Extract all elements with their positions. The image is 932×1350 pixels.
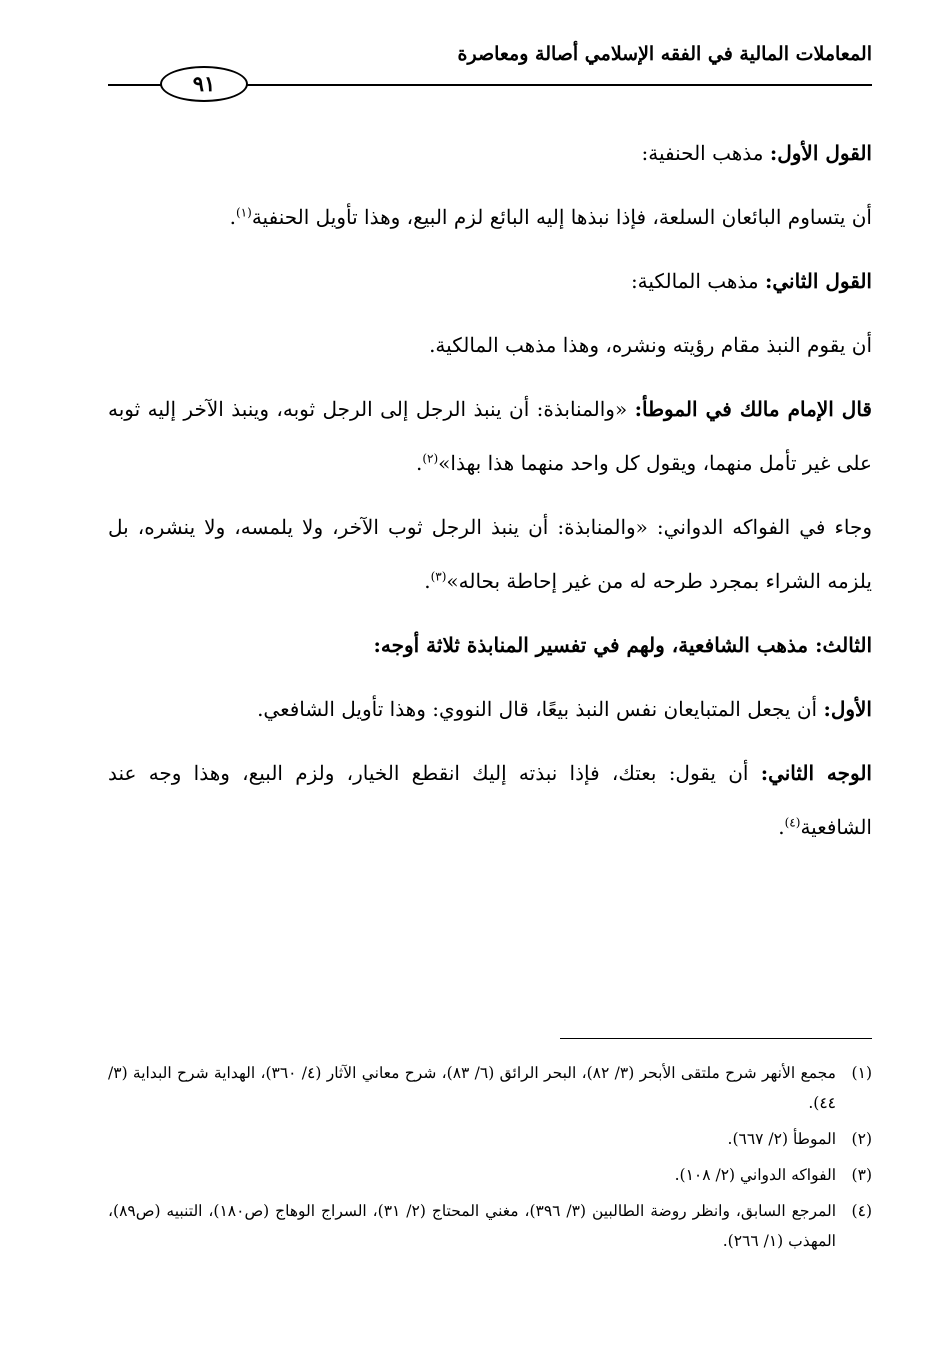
footnote-text: الموطأ (٢/ ٦٦٧). — [727, 1130, 836, 1148]
paragraph-2-end: . — [229, 205, 236, 229]
malik-quote: «والمنابذة: أن ينبذ الرجل إلى الرجل ثوبه، وينبذ الآخر إليه ثوبه على غير تأمل منهما، ويقول كل واحد منهما هذا بهذا» — [108, 397, 872, 475]
paragraph-6-end: . — [424, 569, 431, 593]
footnote-rule — [560, 1038, 872, 1039]
paragraph-7: الثالث: مذهب الشافعية، ولهم في تفسير المنابذة ثلاثة أوجه: — [373, 633, 872, 657]
footnote-number: (٣) — [851, 1166, 872, 1184]
footnote-ref-2: (٢) — [422, 451, 439, 466]
footnote-number: (٤) — [851, 1202, 872, 1220]
footnote-3 — [108, 1160, 872, 1190]
footnote-text: المرجع السابق، وانظر روضة الطالبين (٣/ ٣٩٦)، مغني المحتاج (٢/ ٣١)، السراج الوهاج (ص١٨٠)، التنبيه (ص٨٩)، المهذب (١/ ٢٦٦). — [108, 1202, 837, 1250]
paragraph-6 — [108, 500, 872, 608]
main-text — [108, 126, 872, 864]
footnote-text: مجمع الأنهر شرح ملتقى الأبحر (٣/ ٨٢)، البحر الرائق (٦/ ٨٣)، شرح معاني الآثار (٤/ ٣٦٠)، الهداية شرح البداية (٣/ ٤٤). — [108, 1064, 836, 1112]
heading-first-opinion: القول الأول: — [769, 141, 872, 165]
second-opinion-school: مذهب المالكية: — [630, 269, 765, 293]
page-number: ٩١ — [160, 66, 248, 102]
first-aspect-text: أن يجعل المتبايعان نفس النبذ بيعًا، قال النووي: وهذا تأويل الشافعي. — [257, 697, 824, 721]
footnote-number: (١) — [851, 1064, 872, 1082]
footnote-number: (٢) — [851, 1130, 872, 1148]
paragraph-1 — [108, 126, 872, 180]
footnote-ref-4: (٤) — [784, 815, 801, 830]
paragraph-5 — [108, 382, 872, 490]
footnote-4 — [108, 1196, 872, 1256]
footnote-ref-3: (٣) — [430, 569, 447, 584]
first-opinion-school: مذهب الحنفية: — [641, 141, 770, 165]
paragraph-2-text: أن يتساوم البائعان السلعة، فإذا نبذها إليه البائع لزم البيع، وهذا تأويل الحنفية — [251, 205, 872, 229]
heading-second-aspect: الوجه الثاني: — [760, 761, 872, 785]
footnote-2 — [108, 1124, 872, 1154]
heading-first-aspect: الأول: — [823, 697, 872, 721]
paragraph-8 — [108, 682, 872, 736]
running-header-title: المعاملات المالية في الفقه الإسلامي أصالة ومعاصرة — [457, 43, 872, 65]
paragraph-2 — [108, 190, 872, 244]
footnote-text: الفواكه الدواني (٢/ ١٠٨). — [674, 1166, 836, 1184]
paragraph-3 — [108, 254, 872, 308]
footnote-ref-1: (١) — [235, 205, 252, 220]
malik-quote-intro: قال الإمام مالك في الموطأ: — [634, 397, 872, 421]
second-aspect-text: أن يقول: بعتك، فإذا نبذته إليك انقطع الخيار، ولزم البيع، وهذا وجه عند الشافعية — [108, 761, 872, 839]
paragraph-9 — [108, 746, 872, 854]
heading-second-opinion: القول الثاني: — [765, 269, 872, 293]
footnotes — [108, 1058, 872, 1262]
paragraph-9-end: . — [778, 815, 785, 839]
paragraph-4: أن يقوم النبذ مقام رؤيته ونشره، وهذا مذهب المالكية. — [429, 333, 872, 357]
fawakih-quote: وجاء في الفواكه الدواني: «والمنابذة: أن ينبذ الرجل ثوب الآخر، ولا يلمسه، ولا ينشره، بل يلزمه الشراء بمجرد طرحه له من غير إحاطة بحاله» — [108, 515, 872, 593]
footnote-1 — [108, 1058, 872, 1118]
paragraph-5-end: . — [415, 451, 423, 475]
